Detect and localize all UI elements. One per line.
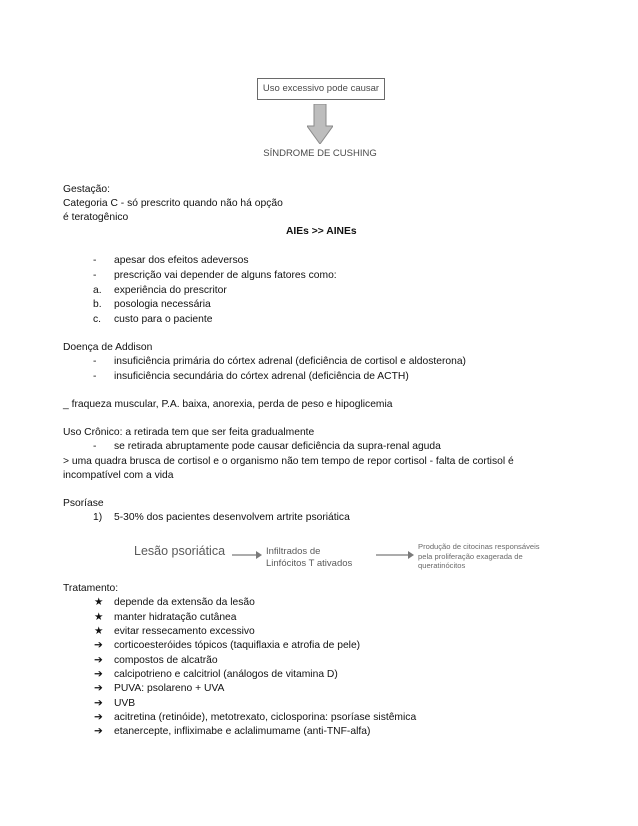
list-marker: - bbox=[93, 356, 97, 367]
list-item: insuficiência secundária do córtex adrenal (deficiência de ACTH) bbox=[114, 371, 409, 382]
list-marker: - bbox=[93, 270, 97, 281]
arrow-right-icon: ➔ bbox=[94, 669, 103, 680]
arrow-down-icon bbox=[307, 104, 333, 144]
arrow-right-icon: ➔ bbox=[94, 640, 103, 651]
list-item: evitar ressecamento excessivo bbox=[114, 626, 255, 637]
star-icon: ★ bbox=[94, 626, 104, 637]
list-marker: - bbox=[93, 371, 97, 382]
list-item: calcipotrieno e calcitriol (análogos de vitamina D) bbox=[114, 669, 338, 680]
diagram-label-infiltrados bbox=[266, 546, 352, 570]
diagram-box-cushing: SÍNDROME DE CUSHING bbox=[263, 148, 377, 159]
list-marker: c. bbox=[93, 314, 102, 325]
list-item: prescrição vai depender de alguns fatores como: bbox=[114, 270, 337, 281]
list-item: corticoesteróides tópicos (taquiflaxia e atrofia de pele) bbox=[114, 640, 361, 651]
diagram-box-excessive-use: Uso excessivo pode causar bbox=[257, 78, 385, 100]
arrow-right-icon bbox=[232, 550, 262, 560]
diagram-label-infiltrados-line2: Linfócitos T ativados bbox=[266, 558, 353, 569]
psoriasis-diagram bbox=[126, 538, 566, 578]
gestacao-category: Categoria C - só prescrito quando não há opção bbox=[63, 198, 283, 209]
addison-heading: Doença de Addison bbox=[63, 342, 153, 353]
arrow-right-icon: ➔ bbox=[94, 726, 103, 737]
psoriase-heading: Psoríase bbox=[63, 498, 104, 509]
list-item: posologia necessária bbox=[114, 299, 211, 310]
arrow-right-icon: ➔ bbox=[94, 712, 103, 723]
list-marker: b. bbox=[93, 299, 102, 310]
arrow-right-icon: ➔ bbox=[94, 655, 103, 666]
gestacao-heading: Gestação: bbox=[63, 184, 110, 195]
list-item: manter hidratação cutânea bbox=[114, 612, 237, 623]
list-item: custo para o paciente bbox=[114, 314, 213, 325]
diagram-label-producao-line1: Produção de citocinas responsáveis bbox=[418, 542, 540, 551]
uso-cronico-note-cont: incompatível com a vida bbox=[63, 470, 174, 481]
arrow-right-icon: ➔ bbox=[94, 683, 103, 694]
list-item: UVB bbox=[114, 698, 136, 709]
arrow-right-icon bbox=[376, 550, 414, 560]
diagram-label-producao-line3: queratinócitos bbox=[418, 561, 466, 570]
list-marker: a. bbox=[93, 285, 102, 296]
list-marker: - bbox=[93, 255, 97, 266]
diagram-label-lesion: Lesão psoriática bbox=[134, 544, 226, 558]
list-marker: - bbox=[93, 441, 97, 452]
star-icon: ★ bbox=[94, 597, 104, 608]
gestacao-teratogenic: é teratogênico bbox=[63, 212, 129, 223]
list-item: se retirada abruptamente pode causar deficiência da supra-renal aguda bbox=[114, 441, 441, 452]
list-item: insuficiência primária do córtex adrenal (deficiência de cortisol e aldosterona) bbox=[114, 356, 466, 367]
cushing-diagram bbox=[252, 74, 392, 166]
list-item: PUVA: psolareno + UVA bbox=[114, 683, 225, 694]
list-item: apesar dos efeitos adeversos bbox=[114, 255, 249, 266]
diagram-label-infiltrados-line1: Infiltrados de bbox=[266, 546, 321, 557]
tratamento-heading: Tratamento: bbox=[63, 583, 119, 594]
list-item: acitretina (retinóide), metotrexato, ciclosporina: psoríase sistêmica bbox=[114, 712, 417, 723]
list-item: depende da extensão da lesão bbox=[114, 597, 255, 608]
list-item: 5-30% dos pacientes desenvolvem artrite psoriática bbox=[114, 512, 350, 523]
list-item: etanercepte, infliximabe e aclalimumame (anti-TNF-alfa) bbox=[114, 726, 371, 737]
uso-cronico-note: > uma quadra brusca de cortisol e o organismo não tem tempo de repor cortisol - falta de cortisol é bbox=[63, 456, 514, 467]
uso-cronico-heading: Uso Crônico: a retirada tem que ser feita gradualmente bbox=[63, 427, 315, 438]
star-icon: ★ bbox=[94, 612, 104, 623]
diagram-label-producao-line2: pela proliferação exagerada de bbox=[418, 551, 523, 561]
list-item: compostos de alcatrão bbox=[114, 655, 218, 666]
list-item: experiência do prescritor bbox=[114, 285, 227, 296]
comparison-heading: AIEs >> AINEs bbox=[286, 226, 357, 237]
addison-symptoms: _ fraqueza muscular, P.A. baixa, anorexia, perda de peso e hipoglicemia bbox=[63, 399, 393, 410]
list-marker: 1) bbox=[93, 512, 103, 523]
arrow-right-icon: ➔ bbox=[94, 698, 103, 709]
diagram-label-producao bbox=[418, 542, 540, 571]
